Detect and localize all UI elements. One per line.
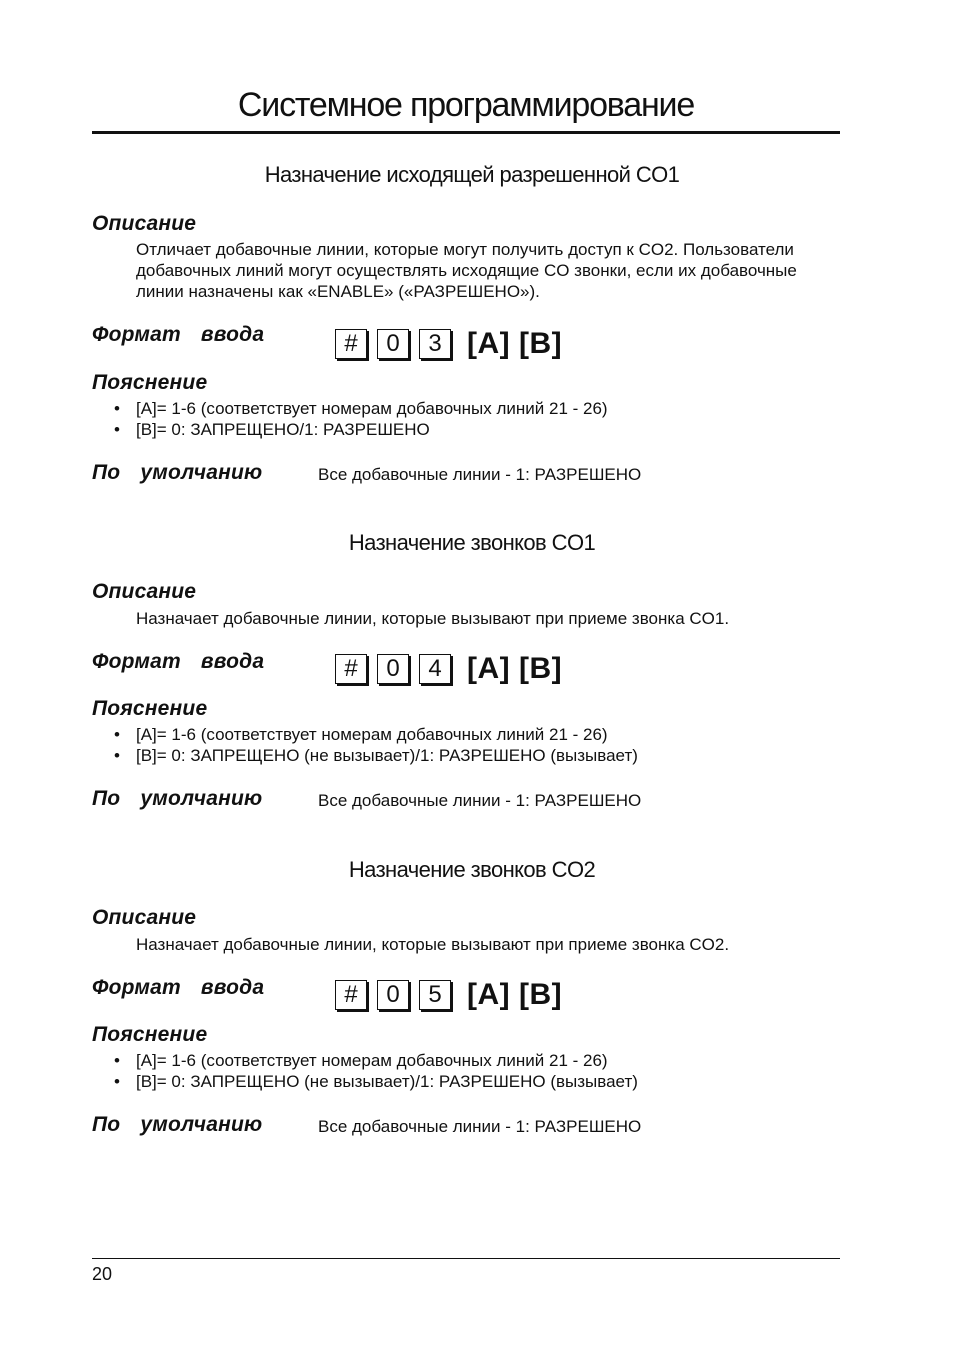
description-text: Назначает добавочные линии, которые вызывают при приеме звонка CO1. bbox=[136, 609, 730, 628]
key-sequence bbox=[335, 652, 562, 686]
section-title-outgoing-co1: Назначение исходящей разрешенной CO1 bbox=[264, 162, 680, 187]
explanation-label: Пояснение bbox=[92, 697, 208, 720]
list-item: • [A]= 1-6 (соответствует номерам добавочных линий 21 - 26) bbox=[114, 398, 608, 419]
default-label: По умолчанию bbox=[92, 1113, 263, 1136]
title-divider bbox=[92, 131, 840, 134]
digit-key: 0 bbox=[377, 654, 409, 684]
section-title-ringing-co2: Назначение звонков CO2 bbox=[348, 857, 596, 882]
footer-divider bbox=[92, 1258, 840, 1259]
list-item: • [B]= 0: ЗАПРЕЩЕНО (не вызывает)/1: РАЗРЕШЕНО (вызывает) bbox=[114, 745, 638, 766]
params-ab: [A] [B] bbox=[467, 652, 563, 685]
explanation-label: Пояснение bbox=[92, 1023, 208, 1046]
default-value: Все добавочные линии - 1: РАЗРЕШЕНО bbox=[318, 791, 642, 810]
digit-key: 5 bbox=[419, 980, 451, 1010]
digit-key: 4 bbox=[419, 654, 451, 684]
list-item: • [B]= 0: ЗАПРЕЩЕНО (не вызывает)/1: РАЗРЕШЕНО (вызывает) bbox=[114, 1071, 638, 1092]
default-value: Все добавочные линии - 1: РАЗРЕШЕНО bbox=[318, 465, 642, 484]
page-number: 20 bbox=[92, 1264, 113, 1284]
description-text: Отличает добавочные линии, которые могут получить доступ к CO2. Пользователи добавочных линий могут осуществлять исходящие CO звонки, если их добавочные линии назначены как «ENABLE» («РАЗРЕШЕНО»). bbox=[136, 240, 797, 301]
explanation-label: Пояснение bbox=[92, 371, 208, 394]
hash-key: # bbox=[335, 654, 367, 684]
description-label: Описание bbox=[92, 580, 197, 603]
description-label: Описание bbox=[92, 212, 197, 235]
section-title-ringing-co1: Назначение звонков CO1 bbox=[348, 530, 596, 555]
key-sequence bbox=[335, 978, 562, 1012]
input-format-label: Формат ввода bbox=[92, 976, 265, 999]
default-value: Все добавочные линии - 1: РАЗРЕШЕНО bbox=[318, 1117, 642, 1136]
explanation-list bbox=[114, 398, 608, 440]
input-format-label: Формат ввода bbox=[92, 323, 265, 346]
digit-key: 3 bbox=[419, 329, 451, 359]
params-ab: [A] [B] bbox=[467, 327, 563, 360]
params-ab: [A] [B] bbox=[467, 978, 563, 1011]
list-item: • [B]= 0: ЗАПРЕЩЕНО/1: РАЗРЕШЕНО bbox=[114, 419, 608, 440]
default-label: По умолчанию bbox=[92, 787, 263, 810]
page-title: Системное программирование bbox=[237, 86, 695, 124]
hash-key: # bbox=[335, 329, 367, 359]
explanation-list bbox=[114, 1050, 638, 1092]
input-format-label: Формат ввода bbox=[92, 650, 265, 673]
description-label: Описание bbox=[92, 906, 197, 929]
description-text: Назначает добавочные линии, которые вызывают при приеме звонка CO2. bbox=[136, 935, 730, 954]
explanation-list bbox=[114, 724, 638, 766]
digit-key: 0 bbox=[377, 329, 409, 359]
key-sequence bbox=[335, 327, 562, 361]
default-label: По умолчанию bbox=[92, 461, 263, 484]
digit-key: 0 bbox=[377, 980, 409, 1010]
list-item: • [A]= 1-6 (соответствует номерам добавочных линий 21 - 26) bbox=[114, 724, 638, 745]
hash-key: # bbox=[335, 980, 367, 1010]
list-item: • [A]= 1-6 (соответствует номерам добавочных линий 21 - 26) bbox=[114, 1050, 638, 1071]
